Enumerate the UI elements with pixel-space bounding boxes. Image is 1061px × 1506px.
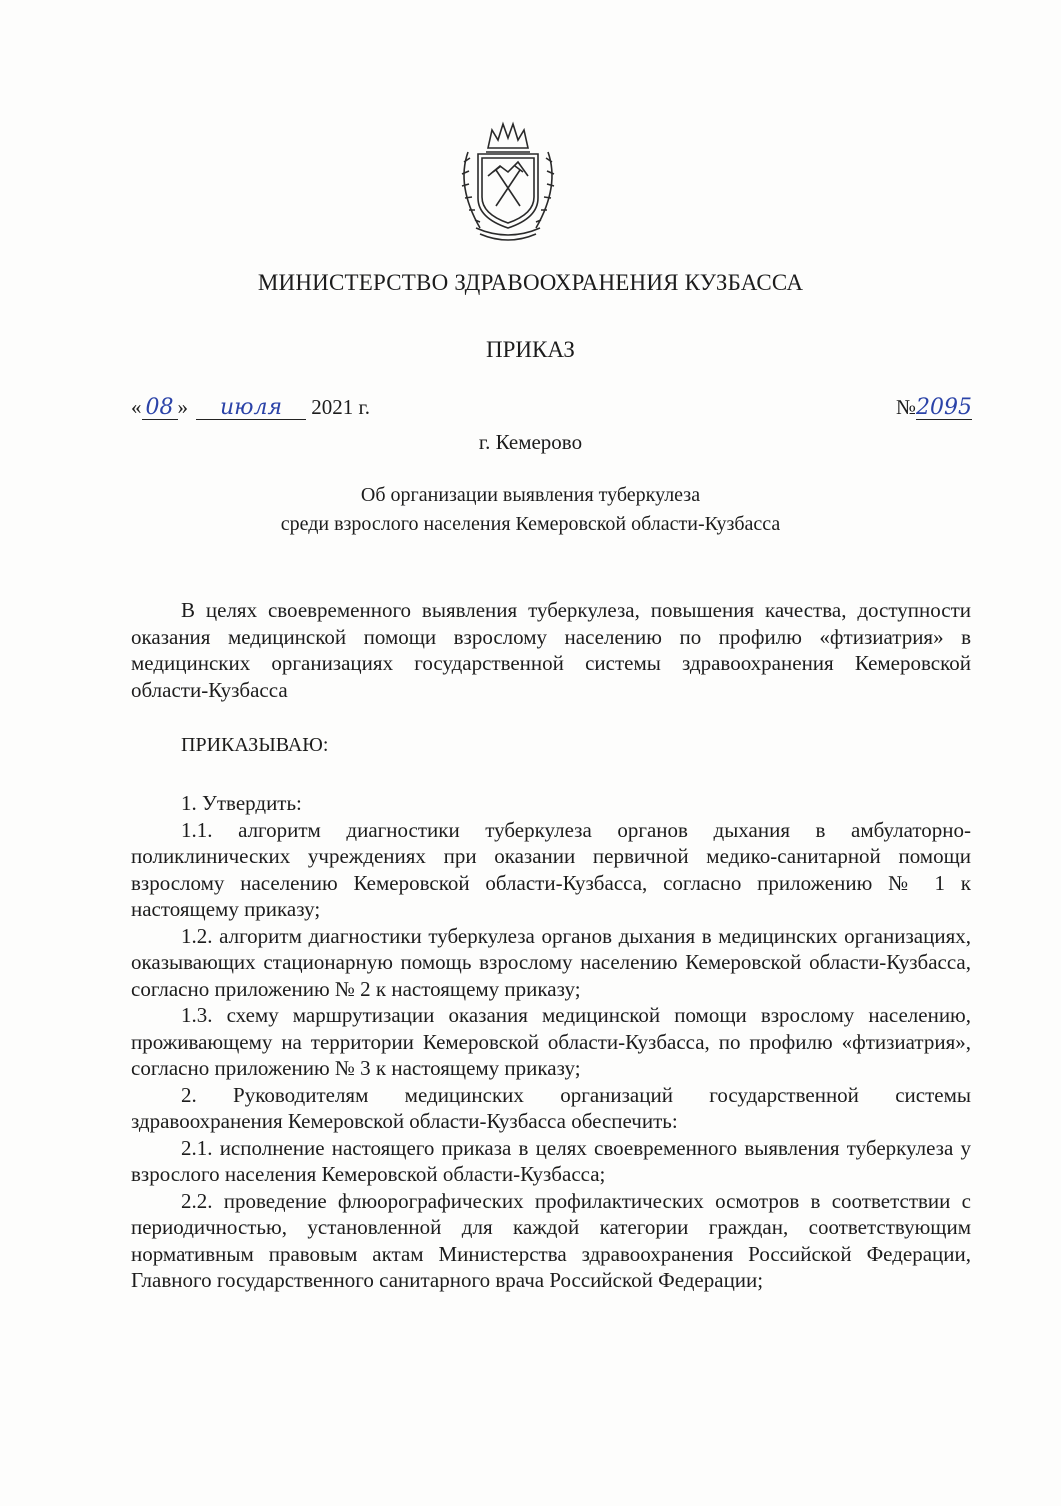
clause-2-2: 2.2. проведение флюорографических профилактических осмотров в соответствии с периодичностью, установленной для каждой категории граждан, соответствующим нормативным правовым актам Министерства здравоохранения Российской Федерации, Главного государственного санитарного врача Российской Федерации;	[131, 1188, 971, 1292]
date-day: 08	[145, 395, 174, 420]
command-word: ПРИКАЗЫВАЮ:	[181, 734, 329, 756]
preamble-text: В целях своевременного выявления туберкулеза, повышения качества, доступности оказания медицинской помощи взрослому населению по профилю «фтизиатрия» в медицинских организациях государственной системы здравоохранения Кемеровской области-Кузбасса	[131, 598, 971, 702]
order-date	[131, 395, 370, 420]
number-prefix: №	[895, 395, 916, 419]
subject-line-1: Об организации выявления туберкулеза	[360, 484, 701, 506]
clause-2-1: 2.1. исполнение настоящего приказа в целях своевременного выявления туберкулеза у взрослого населения Кемеровской области-Кузбасса;	[131, 1135, 971, 1186]
kuzbass-coat-of-arms-icon	[438, 116, 578, 246]
ministry-name: МИНИСТЕРСТВО ЗДРАВООХРАНЕНИЯ КУЗБАССА	[257, 270, 804, 295]
clause-1-1: 1.1. алгоритм диагностики туберкулеза органов дыхания в амбулаторно-поликлинических учреждениях при оказании первичной медико-санитарной помощи взрослому населению Кемеровской области-Кузбасса, согласно приложению № 1 к настоящему приказу;	[131, 817, 971, 921]
preamble	[131, 597, 971, 703]
number-value: 2095	[916, 395, 972, 420]
clause-1: 1. Утвердить:	[181, 791, 302, 815]
subject-line-2: среди взрослого населения Кемеровской области-Кузбасса	[280, 513, 781, 535]
order-number	[896, 395, 972, 420]
clause-1-3: 1.3. схему маршрутизации оказания медицинской помощи взрослому населению, проживающему на территории Кемеровской области-Кузбасса, по профилю «фтизиатрия», согласно приложению № 3 к настоящему приказу;	[131, 1003, 971, 1080]
date-close-quote: »	[177, 395, 188, 419]
document-type: ПРИКАЗ	[486, 337, 575, 362]
date-open-quote: «	[131, 395, 142, 419]
order-subject	[0, 481, 1061, 539]
clause-2: 2. Руководителям медицинских организаций государственной системы здравоохранения Кемеровской области-Кузбасса обеспечить:	[131, 1082, 971, 1133]
clauses-list	[131, 790, 971, 1294]
city: г. Кемерово	[478, 430, 583, 454]
date-month: июля	[219, 395, 283, 420]
date-year: 2021 г.	[311, 395, 370, 419]
clause-1-2: 1.2. алгоритм диагностики туберкулеза органов дыхания в медицинских организациях, оказывающих стационарную помощь взрослому населению Кемеровской области-Кузбасса, согласно приложению № 2 к настоящему приказу;	[131, 923, 971, 1001]
